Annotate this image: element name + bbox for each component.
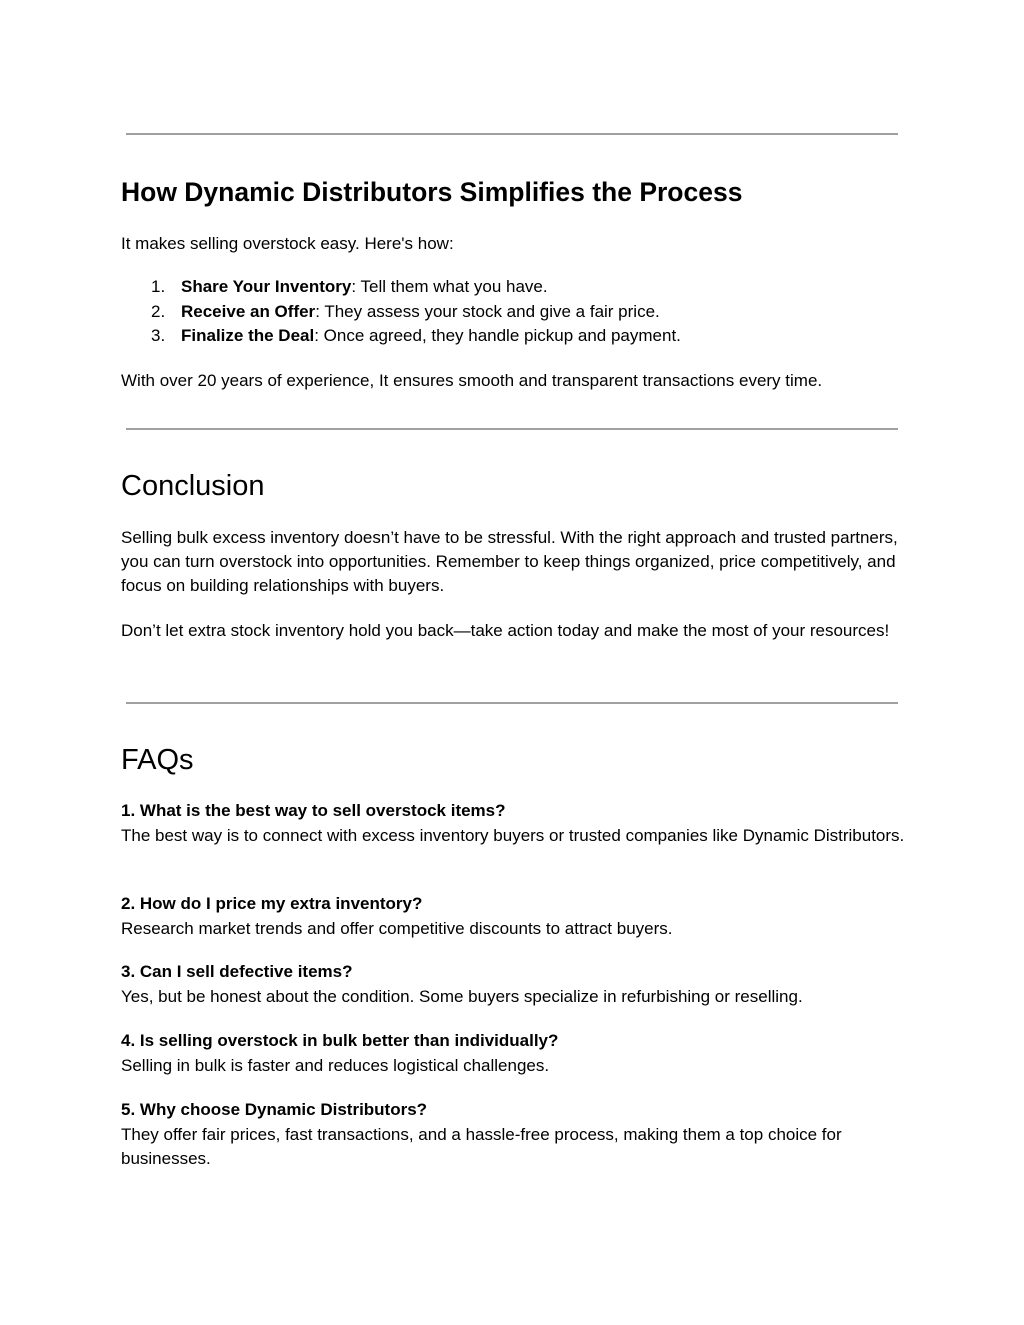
faq-answer: The best way is to connect with excess inventory buyers or trusted companies like Dynamic Distributors. <box>121 825 905 845</box>
faq-item <box>121 1098 911 1172</box>
faq-item <box>121 960 911 1009</box>
list-item-text: : Tell them what you have. <box>351 277 548 296</box>
list-item-label: Finalize the Deal <box>181 326 315 345</box>
list-item-number: 3. <box>151 326 166 345</box>
faqs-heading: FAQs <box>121 744 194 776</box>
process-closing: With over 20 years of experience, It ensures smooth and transparent transactions every time. <box>121 371 823 390</box>
conclusion-paragraph: Don’t let extra stock inventory hold you back—take action today and make the most of your resources! <box>121 621 890 640</box>
faq-answer: Selling in bulk is faster and reduces logistical challenges. <box>121 1055 550 1075</box>
faq-answer: Research market trends and offer competitive discounts to attract buyers. <box>121 918 673 938</box>
faq-answer: They offer fair prices, fast transactions, and a hassle-free process, making them a top choice for businesses. <box>121 1124 842 1168</box>
faq-item <box>121 892 911 941</box>
process-intro: It makes selling overstock easy. Here's how: <box>121 234 454 253</box>
list-item <box>121 300 901 325</box>
section-divider <box>126 133 898 135</box>
list-item-text: : Once agreed, they handle pickup and payment. <box>314 326 681 345</box>
faq-item <box>121 799 911 848</box>
list-item <box>121 275 901 300</box>
process-steps-list <box>121 275 901 349</box>
list-item-text: : They assess your stock and give a fair price. <box>315 301 660 321</box>
faq-answer: Yes, but be honest about the condition. Some buyers specialize in refurbishing or reselling. <box>121 986 803 1006</box>
faq-question: 4. Is selling overstock in bulk better than individually? <box>121 1031 559 1050</box>
section-divider <box>126 702 898 704</box>
section-divider <box>126 428 898 430</box>
list-item <box>121 324 901 349</box>
list-item-label: Share Your Inventory <box>181 277 352 296</box>
faq-question: 5. Why choose Dynamic Distributors? <box>121 1100 428 1119</box>
faq-item <box>121 1029 911 1078</box>
conclusion-paragraph: Selling bulk excess inventory doesn’t have to be stressful. With the right approach and trusted partners, you can turn overstock into opportunities. Remember to keep things organized, price competitively, and focus on building relationships with buyers. <box>121 528 898 595</box>
conclusion-heading: Conclusion <box>121 470 265 502</box>
faq-question: 3. Can I sell defective items? <box>121 962 353 981</box>
faq-question: 1. What is the best way to sell overstock items? <box>121 801 506 820</box>
list-item-number: 2. <box>151 301 166 321</box>
faq-question: 2. How do I price my extra inventory? <box>121 894 423 913</box>
list-item-number: 1. <box>151 277 166 296</box>
list-item-label: Receive an Offer <box>181 301 316 321</box>
process-heading: How Dynamic Distributors Simplifies the Process <box>121 177 743 207</box>
